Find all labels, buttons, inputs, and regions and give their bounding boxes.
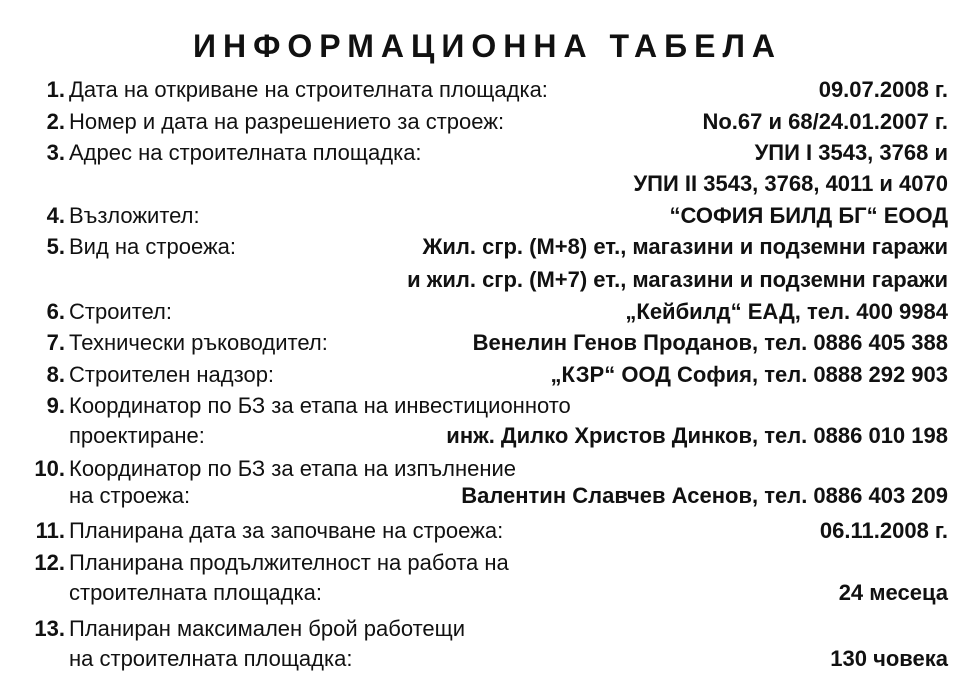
item-number: 12. — [34, 550, 65, 575]
row-2 — [0, 106, 975, 138]
row-7 — [0, 327, 975, 359]
item-number: 8. — [46, 362, 65, 387]
item-value: Валентин Славчев Асенов, тел. 0886 403 209 — [461, 483, 948, 508]
item-number: 13. — [34, 616, 65, 641]
item-label: Възложител: — [69, 203, 200, 228]
item-label-line2: строителната площадка: — [69, 580, 322, 605]
item-number: 7. — [46, 330, 65, 355]
row-5 — [0, 231, 975, 263]
item-number: 6. — [46, 299, 65, 324]
item-value-line2: УПИ II 3543, 3768, 4011 и 4070 — [633, 171, 948, 196]
row-10-continuation — [0, 480, 975, 512]
row-1 — [0, 74, 975, 106]
item-value-line2: и жил. сгр. (М+7) ет., магазини и подземни гаражи — [407, 267, 948, 292]
item-label: Вид на строежа: — [69, 234, 237, 259]
item-label-line2: на строежа: — [69, 483, 191, 508]
item-label: Адрес на строителната площадка: — [69, 140, 422, 165]
row-13 — [0, 613, 975, 645]
item-label: Номер и дата на разрешението за строеж: — [69, 109, 505, 134]
item-number: 1. — [46, 77, 65, 102]
row-11 — [0, 515, 975, 547]
item-value: Венелин Генов Проданов, тел. 0886 405 388 — [472, 330, 948, 355]
item-label: Строител: — [69, 299, 173, 324]
item-value: “СОФИЯ БИЛД БГ“ ЕООД — [669, 203, 948, 228]
row-12 — [0, 547, 975, 579]
item-number: 5. — [46, 234, 65, 259]
item-label: Строителен надзор: — [69, 362, 275, 387]
row-3-continuation — [0, 168, 975, 200]
row-9-continuation — [0, 420, 975, 452]
page-title: ИНФОРМАЦИОННА ТАБЕЛА — [192, 28, 783, 64]
item-label: Планиран максимален брой работещи — [69, 616, 466, 641]
item-value: No.67 и 68/24.01.2007 г. — [702, 109, 948, 134]
item-label: Технически ръководител: — [69, 330, 328, 355]
row-4 — [0, 200, 975, 232]
item-label: Дата на откриване на строителната площадка: — [69, 77, 548, 102]
item-number: 9. — [46, 393, 65, 418]
row-12-continuation — [0, 577, 975, 609]
item-label: Планирана продължителност на работа на — [69, 550, 509, 575]
item-value: „КЗР“ ООД София, тел. 0888 292 903 — [550, 362, 948, 387]
item-number: 11. — [35, 518, 65, 543]
item-number: 4. — [46, 203, 65, 228]
item-value: 06.11.2008 г. — [819, 518, 948, 543]
item-value: УПИ I 3543, 3768 и — [754, 140, 948, 165]
item-value: „Кейбилд“ ЕАД, тел. 400 9984 — [625, 299, 948, 324]
item-number: 10. — [34, 456, 65, 481]
item-value: 130 човека — [830, 646, 948, 671]
item-label-line2: на строителната площадка: — [69, 646, 353, 671]
item-label-line2: проектиране: — [69, 423, 205, 448]
item-number: 2. — [46, 109, 65, 134]
row-8 — [0, 359, 975, 391]
item-number: 3. — [46, 140, 65, 165]
item-label: Координатор по БЗ за етапа на инвестиционното — [69, 393, 571, 418]
item-label: Планирана дата за започване на строежа: — [69, 518, 504, 543]
item-value: 09.07.2008 г. — [818, 77, 948, 102]
item-label: Координатор по БЗ за етапа на изпълнение — [69, 456, 517, 481]
row-3 — [0, 137, 975, 169]
row-9 — [0, 390, 975, 422]
item-value: Жил. сгр. (М+8) ет., магазини и подземни гаражи — [422, 234, 948, 259]
row-6 — [0, 296, 975, 328]
row-13-continuation — [0, 643, 975, 675]
item-value: инж. Дилко Христов Динков, тел. 0886 010 198 — [446, 423, 948, 448]
item-value: 24 месеца — [838, 580, 948, 605]
row-5-continuation — [0, 264, 975, 296]
